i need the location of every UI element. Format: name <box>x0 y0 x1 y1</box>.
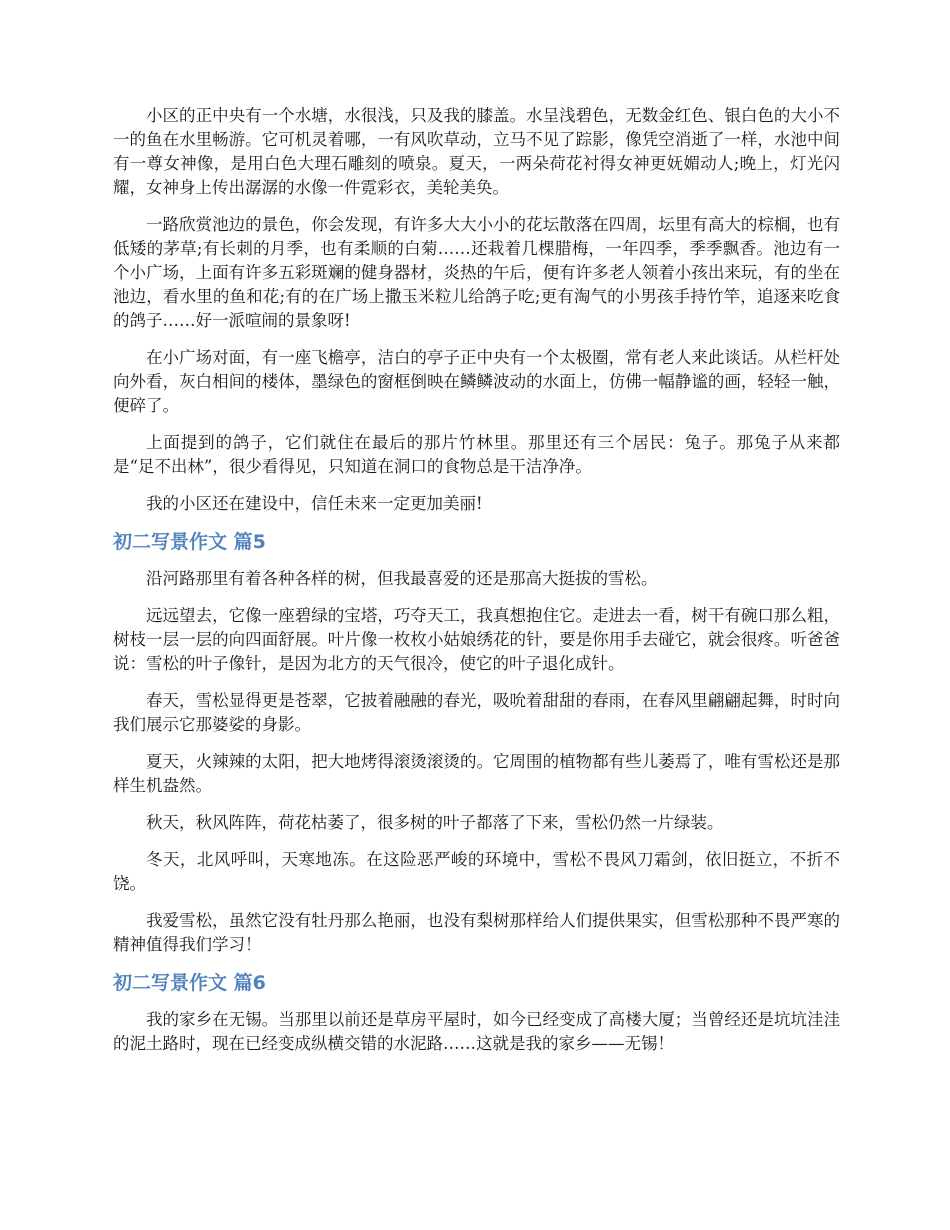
paragraph: 沿河路那里有着各种各样的树，但我最喜爱的还是那高大挺拔的雪松。 <box>146 569 658 588</box>
paragraph: 我的家乡在无锡。当那里以前还是草房平屋时，如今已经变成了高楼大厦；当曾经还是坑坑洼洼的泥土路时，现在已经变成纵横交错的水泥路……这就是我的家乡——无锡！ <box>113 1010 840 1053</box>
paragraph: 在小广场对面，有一座飞檐亭，洁白的亭子正中央有一个太极圈，常有老人来此谈话。从栏杆处向外看，灰白相间的楼体，墨绿色的窗框倒映在鳞鳞波动的水面上，仿佛一幅静谧的画，轻轻一触，便碎了。 <box>113 348 840 415</box>
paragraph: 上面提到的鸽子，它们就住在最后的那片竹林里。那里还有三个居民：兔子。那兔子从来都是“足不出林”，很少看得见，只知道在洞口的食物总是干洁净净。 <box>113 433 840 476</box>
section-heading: 初二写景作文 篇5 <box>113 531 266 553</box>
paragraph: 秋天，秋风阵阵，荷花枯萎了，很多树的叶子都落了下来，雪松仍然一片绿装。 <box>146 813 724 832</box>
document-page <box>113 104 840 1069</box>
paragraph: 我爱雪松，虽然它没有牡丹那么艳丽，也没有梨树那样给人们提供果实，但雪松那种不畏严寒的精神值得我们学习！ <box>113 911 840 954</box>
paragraph: 冬天，北风呼叫，天寒地冻。在这险恶严峻的环境中，雪松不畏风刀霜剑，依旧挺立，不折不饶。 <box>113 850 840 893</box>
paragraph: 小区的正中央有一个水塘，水很浅，只及我的膝盖。水呈浅碧色，无数金红色、银白色的大小不一的鱼在水里畅游。它可机灵着哪，一有风吹草动，立马不见了踪影，像凭空消逝了一样，水池中间有一尊女神像，是用白色大理石雕刻的喷泉。夏天，一两朵荷花衬得女神更妩媚动人;晚上，灯光闪耀，女神身上传出潺潺的水像一件霓彩衣，美轮美奂。 <box>113 106 840 197</box>
paragraph: 我的小区还在建设中，信任未来一定更加美丽! <box>146 494 483 513</box>
paragraph: 一路欣赏池边的景色，你会发现，有许多大大小小的花坛散落在四周，坛里有高大的棕榈，也有低矮的茅草;有长刺的月季，也有柔顺的白菊……还栽着几棵腊梅，一年四季，季季飘香。池边有一个小广场，上面有许多五彩斑斓的健身器材，炎热的午后，便有许多老人领着小孩出来玩，有的坐在池边，看水里的鱼和花;有的在广场上撒玉米粒儿给鸽子吃;更有淘气的小男孩手持竹竿，追逐来吃食的鸽子……好一派喧闹的景象呀! <box>113 215 840 330</box>
paragraph: 夏天，火辣辣的太阳，把大地烤得滚烫滚烫的。它周围的植物都有些儿萎焉了，唯有雪松还是那样生机盎然。 <box>113 752 840 795</box>
paragraph: 远远望去，它像一座碧绿的宝塔，巧夺天工，我真想抱住它。走进去一看，树干有碗口那么粗，树枝一层一层的向四面舒展。叶片像一枚枚小姑娘绣花的针，要是你用手去碰它，就会很疼。听爸爸说：雪松的叶子像针，是因为北方的天气很冷，使它的叶子退化成针。 <box>113 606 840 673</box>
section-heading: 初二写景作文 篇6 <box>113 972 266 994</box>
paragraph: 春天，雪松显得更是苍翠，它披着融融的春光，吸吮着甜甜的春雨，在春风里翩翩起舞，时时向我们展示它那婆娑的身影。 <box>113 691 840 734</box>
